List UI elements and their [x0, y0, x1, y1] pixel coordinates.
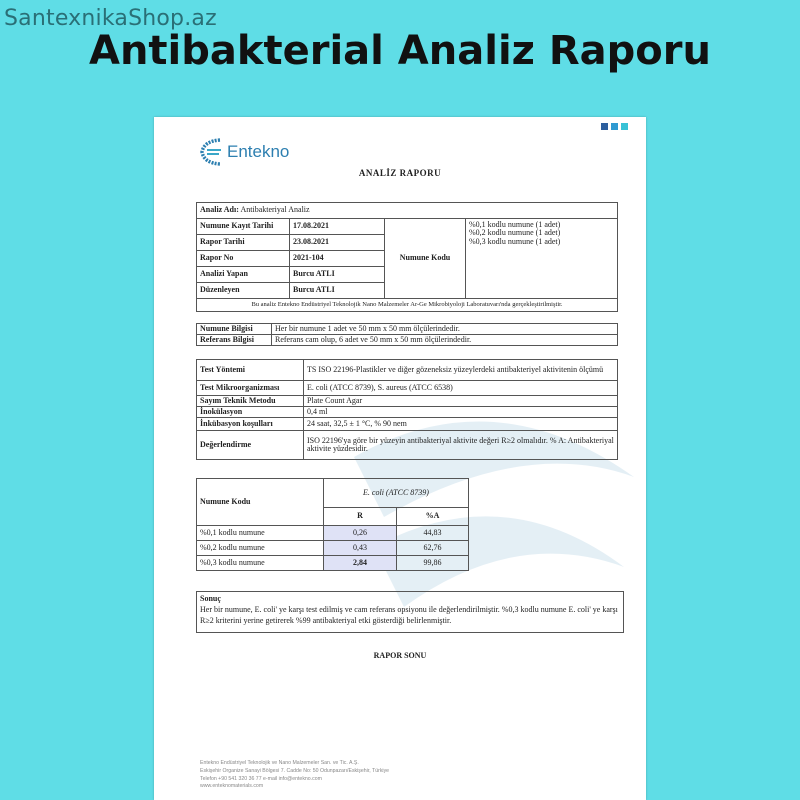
square-2 — [611, 123, 618, 130]
info-label: Rapor Tarihi — [197, 235, 290, 251]
analiz-label: Analiz Adı: — [200, 205, 239, 215]
results-table — [196, 478, 469, 571]
sample-info-label: Referans Bilgisi — [197, 335, 272, 346]
organism-header: E. coli (ATCC 8739) — [324, 479, 469, 508]
method-label: Değerlendirme — [197, 431, 304, 460]
info-value: Burcu ATLI — [290, 283, 385, 299]
a-header: %A — [397, 508, 469, 526]
sample-info-table — [196, 323, 618, 346]
entekno-logo-icon — [198, 137, 224, 167]
corner-squares — [601, 123, 628, 130]
info-value: 23.08.2021 — [290, 235, 385, 251]
method-label: Sayım Teknik Metodu — [197, 396, 304, 407]
method-label: Test Yöntemi — [197, 360, 304, 381]
site-watermark: SantexnikaShop.az — [4, 6, 217, 31]
square-1 — [601, 123, 608, 130]
footer-address: Eskişehir Organize Sanayi Bölgesi 7. Cadde No: 50 Odunpazarı/Eskişehir, Türkiye — [200, 767, 390, 774]
info-label: Rapor No — [197, 251, 290, 267]
method-label: İnokülasyon — [197, 407, 304, 418]
analiz-value: Antibakteriyal Analiz — [240, 205, 310, 215]
page-title: Antibakterial Analiz Raporu — [89, 28, 711, 74]
result-a: 99,86 — [397, 556, 469, 571]
result-r: 0,26 — [324, 526, 397, 541]
conclusion-title: Sonuç — [200, 594, 221, 603]
result-code: %0,2 kodlu numune — [197, 541, 324, 556]
sample-info-value: Referans cam olup, 6 adet ve 50 mm x 50 mm ölçülerindedir. — [272, 335, 618, 346]
numune-kodu-item: %0,1 kodlu numune (1 adet) — [469, 220, 561, 229]
conclusion-box — [196, 591, 624, 633]
method-value: TS ISO 22196-Plastikler ve diğer gözeneksiz yüzeylerdeki antibakteriyel aktivitenin ölçümü — [304, 360, 618, 381]
result-code: %0,3 kodlu numune — [197, 556, 324, 571]
method-value: 0,4 ml — [304, 407, 618, 418]
numune-kodu-values — [466, 219, 618, 299]
report-document — [154, 117, 646, 800]
entekno-logo — [198, 137, 289, 167]
info-label: Düzenleyen — [197, 283, 290, 299]
report-end: RAPOR SONU — [373, 651, 427, 660]
result-code: %0,1 kodlu numune — [197, 526, 324, 541]
method-value: E. coli (ATCC 8739), S. aureus (ATCC 6538) — [304, 381, 618, 396]
footer — [200, 760, 389, 791]
result-a: 62,76 — [397, 541, 469, 556]
sample-info-label: Numune Bilgisi — [197, 324, 272, 335]
info-label: Numune Kayıt Tarihi — [197, 219, 290, 235]
footer-website: www.enteknomaterials.com — [200, 783, 264, 790]
analiz-row — [197, 203, 618, 219]
method-value: 24 saat, 32,5 ± 1 °C, % 90 nem — [304, 418, 618, 431]
footer-company: Entekno Endüstriyel Teknolojik ve Nano Malzemeler San. ve Tic. A.Ş. — [200, 760, 359, 766]
info-value: 2021-104 — [290, 251, 385, 267]
results-col-header: Numune Kodu — [197, 479, 324, 526]
logo-text: Entekno — [227, 142, 290, 161]
method-label: İnkübasyon koşulları — [197, 418, 304, 431]
info-value: 17.08.2021 — [290, 219, 385, 235]
info-value: Burcu ATLI — [290, 267, 385, 283]
method-label: Test Mikroorganizması — [197, 381, 304, 396]
r-header: R — [324, 508, 397, 526]
result-r: 2,84 — [324, 556, 397, 571]
result-r: 0,43 — [324, 541, 397, 556]
numune-kodu-item: %0,3 kodlu numune (1 adet) — [469, 236, 561, 246]
method-value: Plate Count Agar — [304, 396, 618, 407]
lab-note: Bu analiz Entekno Endüstriyel Teknolojik Nano Malzemeler Ar-Ge Mikrobiyoloji Laboratuvarı'nda gerçekleştirilmiştir. — [197, 299, 618, 312]
conclusion-text: Her bir numune, E. coli' ye karşı test edilmiş ve cam referans opsiyonu ile değerlendirilmiştir. %0,3 kodlu numune E. coli' ye karşı R≥2 kriterini yerine getirerek %99 antibakteriyal etki gösterdiği belirlenmiştir. — [200, 604, 618, 625]
info-label: Analizi Yapan — [197, 267, 290, 283]
square-3 — [621, 123, 628, 130]
method-table — [196, 359, 618, 460]
document-title: ANALİZ RAPORU — [358, 168, 442, 178]
method-value: ISO 22196'ya göre bir yüzeyin antibakteriyal aktivite değeri R≥2 olmalıdır. % A: Antibakteriyal aktivite yüzdesidir. — [304, 431, 618, 460]
footer-contact: Telefon +90 541 320 36 77 e-mail info@entekno.com — [200, 775, 322, 782]
numune-kodu-item: %0,2 kodlu numune (1 adet) — [469, 228, 561, 238]
numune-kodu-label: Numune Kodu — [385, 219, 466, 299]
result-a: 44,83 — [397, 526, 469, 541]
info-table — [196, 202, 618, 312]
sample-info-value: Her bir numune 1 adet ve 50 mm x 50 mm ölçülerindedir. — [272, 324, 618, 335]
